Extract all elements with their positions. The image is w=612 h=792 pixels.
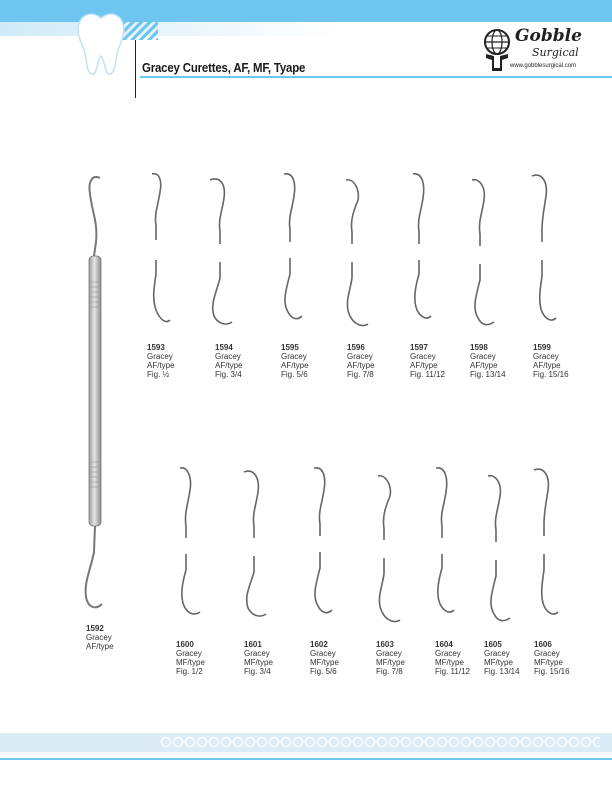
product-label bbox=[470, 343, 506, 379]
instrument-image bbox=[204, 174, 234, 339]
product-name: Gracey bbox=[534, 649, 560, 658]
brand-subtitle: Surgical bbox=[532, 46, 579, 59]
product-label bbox=[376, 640, 405, 676]
product-name: Gracey bbox=[435, 649, 461, 658]
instrument-image bbox=[142, 170, 172, 335]
product-type: AF/type bbox=[281, 361, 309, 370]
product-code: 1603 bbox=[376, 640, 394, 649]
instrument-image bbox=[372, 472, 402, 637]
product-code: 1593 bbox=[147, 343, 165, 352]
instrument-image bbox=[482, 472, 512, 637]
product-type: MF/type bbox=[310, 658, 339, 667]
product-type: MF/type bbox=[484, 658, 513, 667]
instrument-image bbox=[238, 466, 268, 631]
product-name: Gracey bbox=[484, 649, 510, 658]
product-label bbox=[215, 343, 243, 379]
header-divider bbox=[135, 40, 136, 98]
product-code: 1606 bbox=[534, 640, 552, 649]
footer-line bbox=[0, 758, 612, 760]
product-type: AF/type bbox=[470, 361, 498, 370]
product-code: 1597 bbox=[410, 343, 428, 352]
product-fig: Fig. 11/12 bbox=[435, 667, 470, 676]
product-name: Gracey bbox=[215, 352, 241, 361]
product-label bbox=[534, 640, 570, 676]
product-code: 1598 bbox=[470, 343, 488, 352]
instrument-image bbox=[530, 464, 560, 629]
product-fig: Fig. 15/16 bbox=[534, 667, 570, 676]
instrument-image bbox=[466, 176, 496, 341]
instrument-image bbox=[172, 464, 202, 629]
product-code: 1601 bbox=[244, 640, 262, 649]
instrument-image bbox=[428, 464, 458, 629]
product-type: MF/type bbox=[534, 658, 563, 667]
product-fig: Fig. 11/12 bbox=[410, 370, 445, 379]
globe-logo-icon bbox=[482, 28, 512, 72]
product-fig: Fig. 3/4 bbox=[244, 667, 271, 676]
product-type: MF/type bbox=[244, 658, 273, 667]
product-fig: Fig. ½ bbox=[147, 370, 170, 379]
instrument-image bbox=[340, 176, 370, 341]
product-label bbox=[310, 640, 339, 676]
product-type: AF/type bbox=[147, 361, 175, 370]
product-code: 1604 bbox=[435, 640, 453, 649]
product-code: 1599 bbox=[533, 343, 551, 352]
product-fig: Fig. 15/16 bbox=[533, 370, 569, 379]
product-fig: Fig. 7/8 bbox=[347, 370, 374, 379]
product-fig: Fig. 3/4 bbox=[215, 370, 242, 379]
product-name: Gracey bbox=[281, 352, 307, 361]
product-type: AF/type bbox=[86, 642, 114, 651]
product-label bbox=[244, 640, 273, 676]
footer-ring-pattern bbox=[160, 736, 600, 748]
product-code: 1596 bbox=[347, 343, 365, 352]
product-label bbox=[435, 640, 470, 676]
product-label bbox=[347, 343, 375, 379]
product-label bbox=[281, 343, 309, 379]
product-fig: Fig. 13/14 bbox=[470, 370, 506, 379]
product-name: Gracey bbox=[376, 649, 402, 658]
product-label bbox=[484, 640, 520, 676]
product-code: 1592 bbox=[86, 624, 104, 633]
product-name: Gracey bbox=[147, 352, 173, 361]
instrument-image bbox=[306, 464, 336, 629]
product-type: MF/type bbox=[376, 658, 405, 667]
product-label bbox=[176, 640, 205, 676]
product-code: 1600 bbox=[176, 640, 194, 649]
feature-instrument-image bbox=[78, 172, 108, 612]
product-type: MF/type bbox=[435, 658, 464, 667]
product-fig: Fig. 5/6 bbox=[281, 370, 308, 379]
instrument-image bbox=[528, 170, 558, 335]
product-label bbox=[410, 343, 445, 379]
page-title: Gracey Curettes, AF, MF, Tyape bbox=[142, 60, 306, 75]
product-type: AF/type bbox=[533, 361, 561, 370]
brand-website: www.gobblesurgical.com bbox=[510, 63, 577, 69]
product-label bbox=[533, 343, 569, 379]
product-fig: Fig. 13/14 bbox=[484, 667, 520, 676]
product-code: 1594 bbox=[215, 343, 233, 352]
product-fig: Fig. 1/2 bbox=[176, 667, 203, 676]
product-name: Gracey bbox=[244, 649, 270, 658]
product-name: Gracey bbox=[310, 649, 336, 658]
feature-tool-label bbox=[86, 624, 114, 651]
product-fig: Fig. 7/8 bbox=[376, 667, 403, 676]
product-name: Gracey bbox=[410, 352, 436, 361]
product-code: 1595 bbox=[281, 343, 299, 352]
product-label bbox=[147, 343, 175, 379]
product-type: AF/type bbox=[215, 361, 243, 370]
product-code: 1605 bbox=[484, 640, 502, 649]
title-underline bbox=[140, 76, 612, 78]
product-code: 1602 bbox=[310, 640, 328, 649]
product-name: Gracey bbox=[470, 352, 496, 361]
product-type: MF/type bbox=[176, 658, 205, 667]
product-fig: Fig. 5/6 bbox=[310, 667, 337, 676]
product-name: Gracey bbox=[86, 633, 112, 642]
product-type: AF/type bbox=[347, 361, 375, 370]
instrument-image bbox=[405, 170, 435, 335]
tooth-icon bbox=[72, 10, 130, 78]
brand-name: Gobble bbox=[515, 26, 582, 46]
instrument-image bbox=[276, 170, 306, 335]
product-name: Gracey bbox=[176, 649, 202, 658]
product-name: Gracey bbox=[533, 352, 559, 361]
product-type: AF/type bbox=[410, 361, 438, 370]
product-name: Gracey bbox=[347, 352, 373, 361]
